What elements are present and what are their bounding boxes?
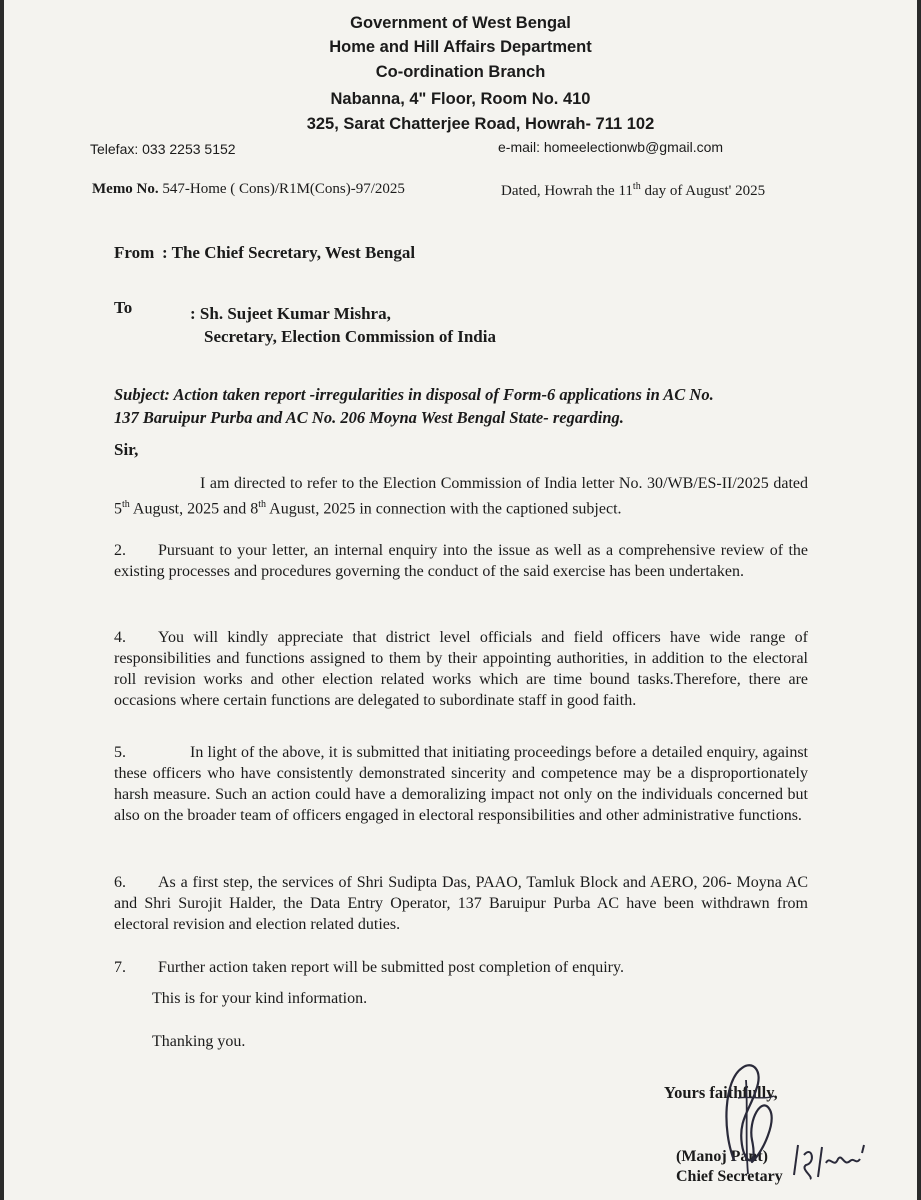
para4-number: 4. — [114, 629, 126, 646]
to-label: To — [114, 298, 133, 317]
para6-text: As a first step, the services of Shri Sudipta Das, PAAO, Tamluk Block and AERO, 206- Moyna AC and Shri Surojit Halder, the Data Entry Operator, 137 Baruipur Purba AC have been withdrawn from electoral revision and election related duties. — [114, 874, 808, 933]
memo-number — [92, 181, 405, 198]
para5-text: In light of the above, it is submitted that initiating proceedings before a detailed enquiry, against these officers who have consistently demonstrated sincerity and competence may be a disproportionately harsh measure. Such an action could have a demoralizing impact not only on the individuals concerned but also on the broader team of officers engaged in electoral responsibilities and other administrative functions. — [114, 744, 808, 824]
letter-page — [4, 0, 917, 1200]
signatory-designation: Chief Secretary — [676, 1168, 783, 1185]
date-prefix: Dated, Howrah the — [501, 183, 615, 199]
paragraph-4 — [114, 627, 808, 711]
para7-number: 7. — [114, 959, 126, 976]
signatory-name: (Manoj Pant) — [676, 1148, 768, 1165]
para1-text-b: August, 2025 and 8 — [129, 500, 259, 518]
para7-text: Further action taken report will be submitted post completion of enquiry. — [158, 959, 624, 976]
to-recipient-designation: Secretary, Election Commission of India — [204, 327, 496, 346]
para1-sup-b: th — [258, 499, 267, 510]
para1-text-c: August, 2025 in connection with the captioned subject. — [266, 500, 622, 518]
memo-value: 547-Home ( Cons)/R1M(Cons)-97/2025 — [162, 181, 405, 197]
handwritten-signature — [712, 1050, 792, 1180]
header-address-floor: Nabanna, 4" Floor, Room No. 410 — [330, 90, 591, 108]
email: e-mail: homeelectionwb@gmail.com — [498, 139, 724, 155]
header-department: Home and Hill Affairs Department — [329, 38, 592, 56]
subject-label: Subject: — [114, 385, 170, 404]
from-value: : The Chief Secretary, West Bengal — [162, 243, 416, 262]
para1-sup-a: th — [122, 499, 130, 510]
to-recipient-name: : Sh. Sujeet Kumar Mishra, — [190, 304, 391, 323]
closing-information: This is for your kind information. — [152, 990, 368, 1007]
header-government: Government of West Bengal — [350, 14, 571, 32]
memo-date — [501, 181, 765, 200]
paragraph-2 — [114, 540, 808, 582]
header-address-road: 325, Sarat Chatterjee Road, Howrah- 711 102 — [306, 115, 655, 133]
paragraph-5 — [114, 742, 808, 826]
handwritten-date-mark — [784, 1135, 874, 1185]
para2-text: Pursuant to your letter, an internal enquiry into the issue as well as a comprehensive review of the existing processes and procedures governing the conduct of the said exercise has been undertaken. — [114, 542, 808, 580]
closing-thanks: Thanking you. — [152, 1033, 246, 1050]
date-day-suffix: th — [632, 181, 641, 192]
from-label: From — [114, 243, 155, 262]
memo-label: Memo No. — [92, 181, 159, 197]
subject — [114, 383, 814, 429]
para6-number: 6. — [114, 874, 126, 891]
paragraph-1 — [114, 473, 808, 519]
date-suffix: day of August' 2025 — [644, 183, 766, 199]
telefax: Telefax: 033 2253 5152 — [90, 141, 236, 157]
subject-line2: 137 Baruipur Purba and AC No. 206 Moyna West Bengal State- regarding. — [114, 408, 624, 427]
para1-text-a: I am directed to refer to the Election Commission of India letter No. 30/WB/ES-II/2025 dated 5 — [114, 475, 808, 518]
paragraph-6 — [114, 872, 808, 935]
yours-faithfully: Yours faithfully, — [664, 1083, 778, 1102]
salutation: Sir, — [114, 440, 139, 459]
subject-line1: Action taken report -irregularities in disposal of Form-6 applications in AC No. — [173, 385, 714, 404]
date-day: 11 — [618, 183, 633, 199]
para2-number: 2. — [114, 542, 126, 559]
paragraph-7 — [114, 957, 808, 978]
para5-number: 5. — [114, 744, 126, 761]
para4-text: You will kindly appreciate that district level officials and field officers have wide range of responsibilities and functions assigned to them by their appointing authorities, in addition to the electoral roll revision works and other election related works which are time bound tasks.Therefore, there are occasions where certain functions are delegated to subordinate staff in good faith. — [114, 629, 808, 709]
header-branch: Co-ordination Branch — [375, 63, 546, 81]
